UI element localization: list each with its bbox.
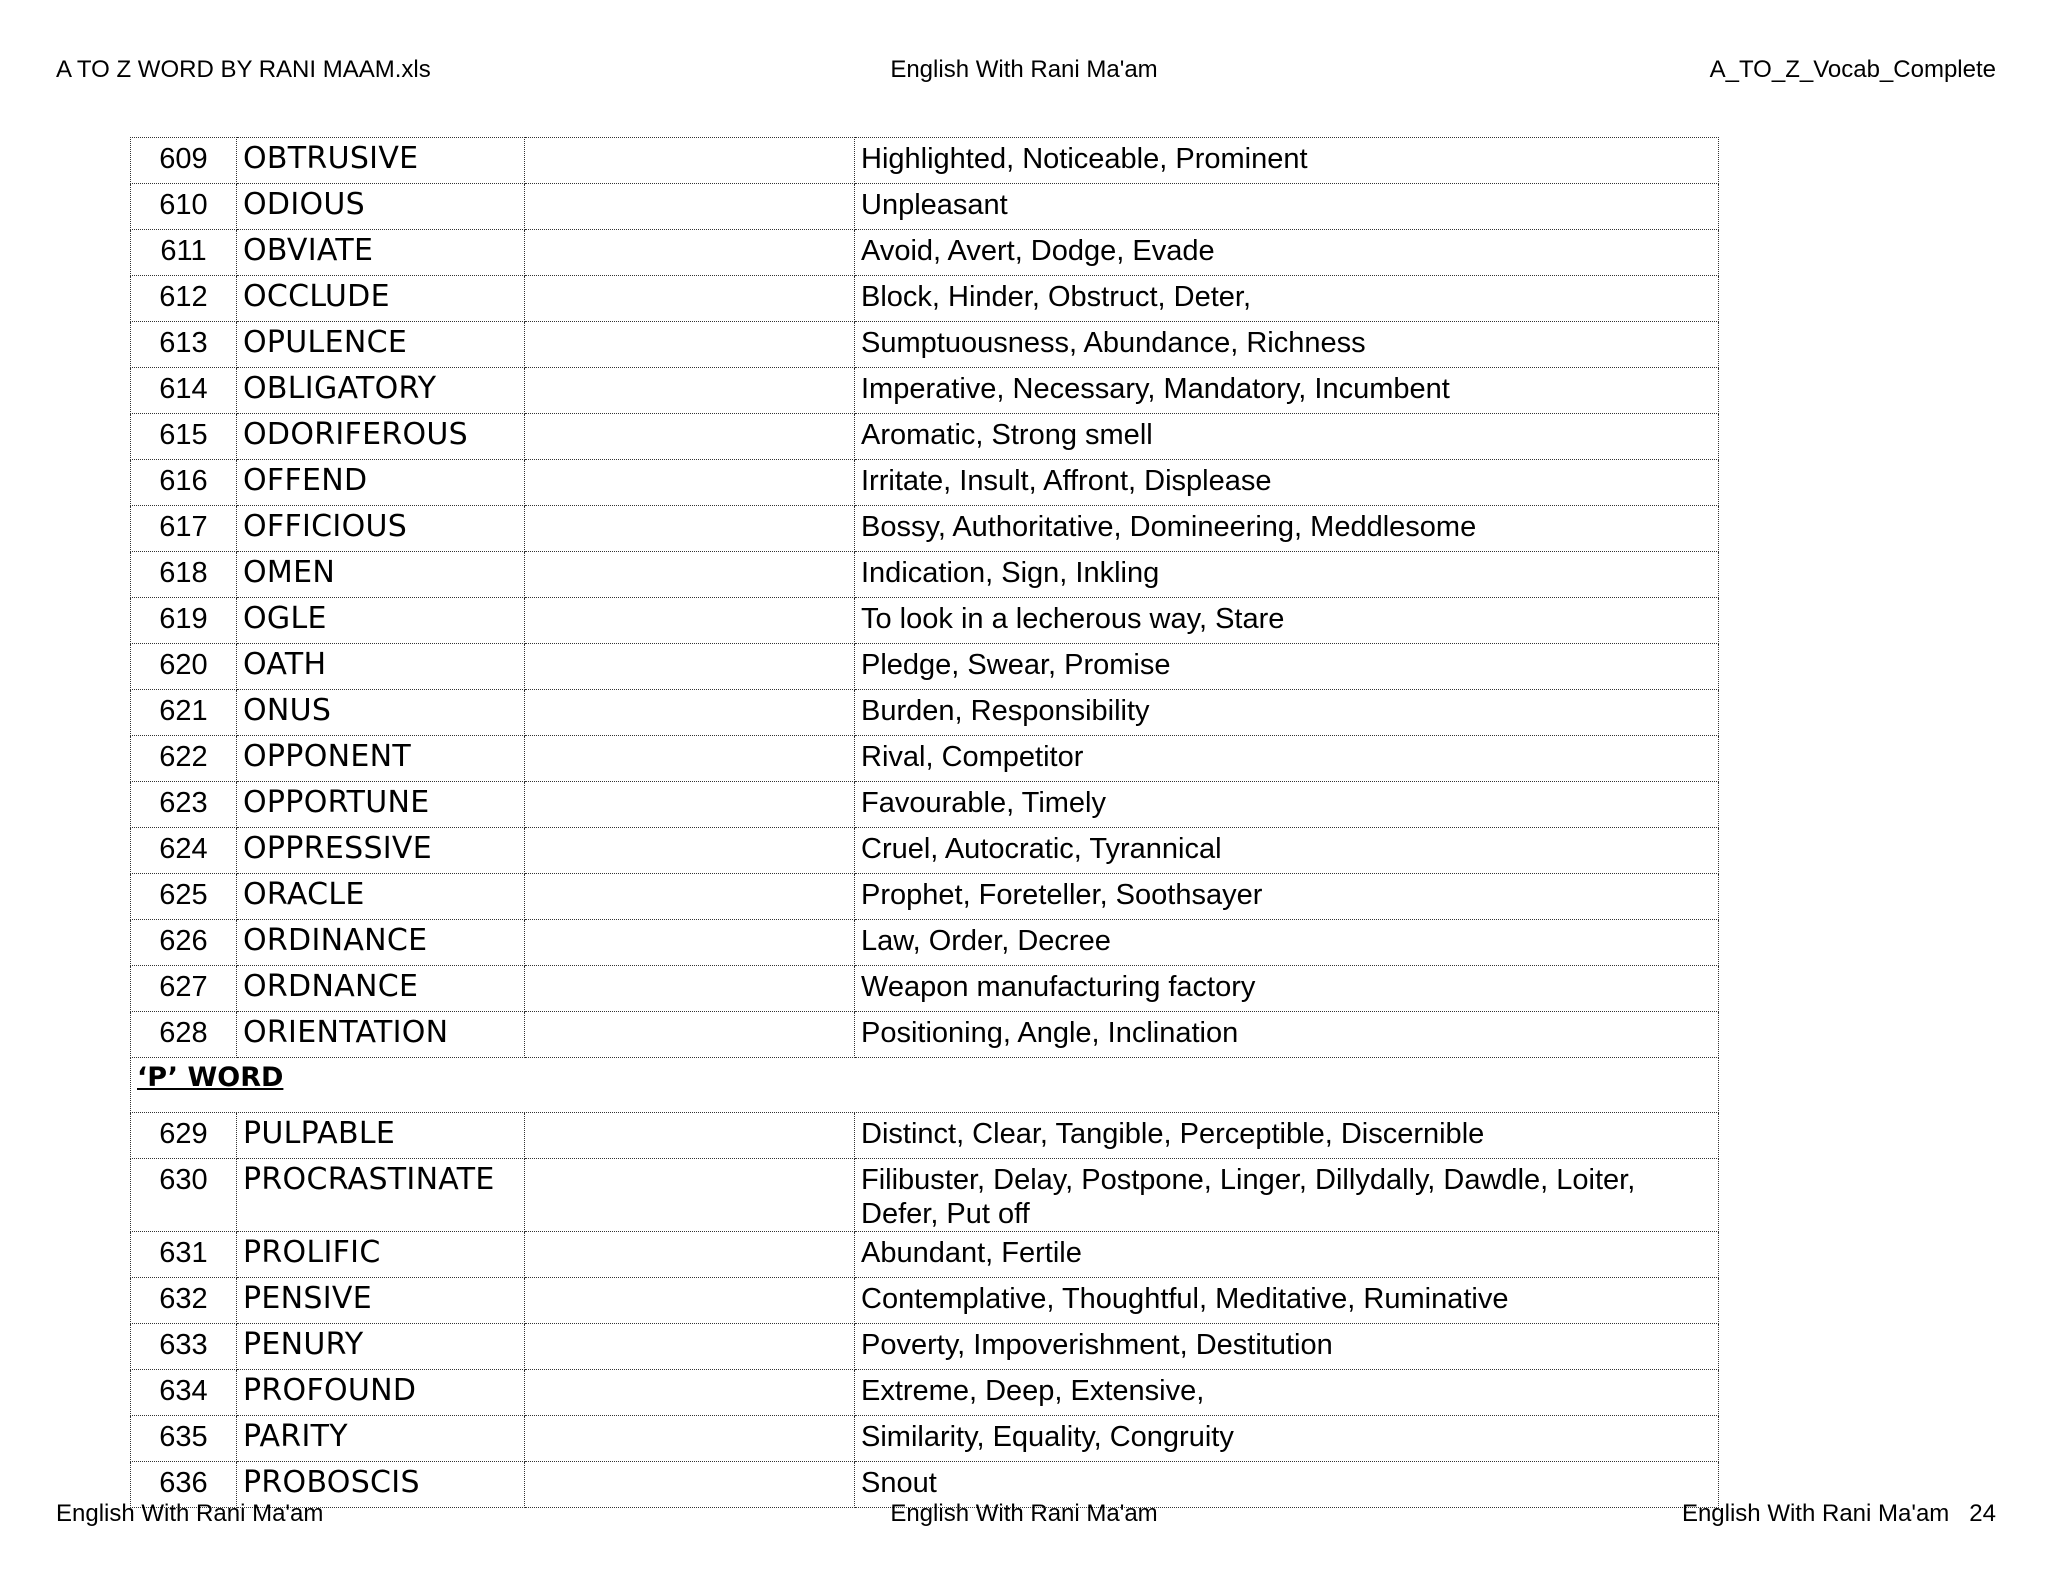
row-number: 615 [131, 414, 237, 460]
table-row [131, 1012, 1719, 1058]
row-synonyms: Unpleasant [855, 184, 1719, 230]
row-blank [525, 966, 855, 1012]
row-word: ONUS [237, 690, 525, 736]
table-row [131, 736, 1719, 782]
row-word: OBVIATE [237, 230, 525, 276]
row-word: OPULENCE [237, 322, 525, 368]
table-row [131, 920, 1719, 966]
row-word: OBTRUSIVE [237, 138, 525, 184]
table-row [131, 230, 1719, 276]
vocab-table-container [130, 137, 1719, 1508]
row-number: 625 [131, 874, 237, 920]
footer-left: English With Rani Ma'am [56, 1500, 324, 1527]
table-row [131, 644, 1719, 690]
row-blank [525, 1278, 855, 1324]
row-blank [525, 920, 855, 966]
row-number: 628 [131, 1012, 237, 1058]
row-blank [525, 368, 855, 414]
row-number: 616 [131, 460, 237, 506]
table-row [131, 506, 1719, 552]
row-number: 626 [131, 920, 237, 966]
row-word: ORDNANCE [237, 966, 525, 1012]
row-synonyms: Pledge, Swear, Promise [855, 644, 1719, 690]
row-number: 621 [131, 690, 237, 736]
row-word: ORDINANCE [237, 920, 525, 966]
row-word: OPPORTUNE [237, 782, 525, 828]
row-word: OBLIGATORY [237, 368, 525, 414]
row-blank [525, 1416, 855, 1462]
row-blank [525, 828, 855, 874]
row-synonyms: Sumptuousness, Abundance, Richness [855, 322, 1719, 368]
row-number: 611 [131, 230, 237, 276]
row-blank [525, 782, 855, 828]
row-synonyms: Cruel, Autocratic, Tyrannical [855, 828, 1719, 874]
header-right: A_TO_Z_Vocab_Complete [1709, 56, 1996, 83]
row-number: 635 [131, 1416, 237, 1462]
header-center: English With Rani Ma'am [890, 56, 1158, 83]
row-word: PULPABLE [237, 1113, 525, 1159]
row-blank [525, 552, 855, 598]
footer-center: English With Rani Ma'am [890, 1500, 1158, 1527]
row-synonyms: Aromatic, Strong smell [855, 414, 1719, 460]
row-blank [525, 506, 855, 552]
row-blank [525, 1324, 855, 1370]
table-row [131, 322, 1719, 368]
row-word: OATH [237, 644, 525, 690]
row-number: 627 [131, 966, 237, 1012]
row-word: ODORIFEROUS [237, 414, 525, 460]
row-synonyms: Weapon manufacturing factory [855, 966, 1719, 1012]
row-blank [525, 736, 855, 782]
row-blank [525, 1232, 855, 1278]
row-number: 634 [131, 1370, 237, 1416]
table-row [131, 552, 1719, 598]
row-synonyms: Highlighted, Noticeable, Prominent [855, 138, 1719, 184]
table-row [131, 368, 1719, 414]
row-word: PROCRASTINATE [237, 1159, 525, 1232]
table-row [131, 276, 1719, 322]
row-synonyms: Poverty, Impoverishment, Destitution [855, 1324, 1719, 1370]
row-word: OFFEND [237, 460, 525, 506]
row-blank [525, 690, 855, 736]
row-number: 623 [131, 782, 237, 828]
table-row [131, 874, 1719, 920]
row-blank [525, 414, 855, 460]
row-synonyms: Contemplative, Thoughtful, Meditative, Ruminative [855, 1278, 1719, 1324]
row-blank [525, 1113, 855, 1159]
row-word: PROFOUND [237, 1370, 525, 1416]
row-blank [525, 184, 855, 230]
section-row [131, 1058, 1719, 1113]
row-word: ORIENTATION [237, 1012, 525, 1058]
row-synonyms: Bossy, Authoritative, Domineering, Meddlesome [855, 506, 1719, 552]
page-number: 24 [1969, 1500, 1996, 1527]
row-synonyms: To look in a lecherous way, Stare [855, 598, 1719, 644]
row-synonyms: Snout [855, 1462, 1719, 1508]
table-row [131, 138, 1719, 184]
table-row [131, 1278, 1719, 1324]
row-blank [525, 598, 855, 644]
table-row [131, 1416, 1719, 1462]
vocab-table [130, 137, 1719, 1508]
row-word: OFFICIOUS [237, 506, 525, 552]
row-blank [525, 1012, 855, 1058]
row-blank [525, 276, 855, 322]
row-word: OCCLUDE [237, 276, 525, 322]
row-synonyms: Filibuster, Delay, Postpone, Linger, Dillydally, Dawdle, Loiter, Defer, Put off [855, 1159, 1719, 1232]
row-blank [525, 1159, 855, 1232]
row-synonyms: Similarity, Equality, Congruity [855, 1416, 1719, 1462]
header-left: A TO Z WORD BY RANI MAAM.xls [56, 56, 431, 83]
table-row [131, 1113, 1719, 1159]
row-word: PARITY [237, 1416, 525, 1462]
row-number: 624 [131, 828, 237, 874]
row-number: 609 [131, 138, 237, 184]
row-word: OPPONENT [237, 736, 525, 782]
section-cell [131, 1058, 1719, 1113]
row-blank [525, 874, 855, 920]
table-row [131, 598, 1719, 644]
row-synonyms: Indication, Sign, Inkling [855, 552, 1719, 598]
row-blank [525, 644, 855, 690]
row-number: 610 [131, 184, 237, 230]
row-synonyms: Imperative, Necessary, Mandatory, Incumbent [855, 368, 1719, 414]
row-number: 620 [131, 644, 237, 690]
table-row [131, 1232, 1719, 1278]
p-words-body [131, 1113, 1719, 1508]
row-number: 622 [131, 736, 237, 782]
row-word: PENURY [237, 1324, 525, 1370]
row-number: 632 [131, 1278, 237, 1324]
row-word: OMEN [237, 552, 525, 598]
row-word: PROBOSCIS [237, 1462, 525, 1508]
row-word: ORACLE [237, 874, 525, 920]
row-word: PENSIVE [237, 1278, 525, 1324]
row-synonyms: Rival, Competitor [855, 736, 1719, 782]
row-synonyms: Extreme, Deep, Extensive, [855, 1370, 1719, 1416]
row-word: OPPRESSIVE [237, 828, 525, 874]
row-number: 617 [131, 506, 237, 552]
section-title: ‘P’ WORD [137, 1062, 284, 1093]
row-number: 630 [131, 1159, 237, 1232]
row-number: 613 [131, 322, 237, 368]
row-blank [525, 230, 855, 276]
row-blank [525, 138, 855, 184]
row-synonyms: Distinct, Clear, Tangible, Perceptible, Discernible [855, 1113, 1719, 1159]
row-number: 618 [131, 552, 237, 598]
row-number: 629 [131, 1113, 237, 1159]
row-number: 612 [131, 276, 237, 322]
table-row [131, 1324, 1719, 1370]
table-row [131, 1370, 1719, 1416]
row-word: OGLE [237, 598, 525, 644]
row-number: 636 [131, 1462, 237, 1508]
o-words-body [131, 138, 1719, 1058]
table-row [131, 414, 1719, 460]
row-blank [525, 322, 855, 368]
row-synonyms: Prophet, Foreteller, Soothsayer [855, 874, 1719, 920]
row-number: 619 [131, 598, 237, 644]
section-p-header [131, 1058, 1719, 1113]
row-number: 633 [131, 1324, 237, 1370]
table-row [131, 828, 1719, 874]
footer-right-text: English With Rani Ma'am [1681, 1500, 1950, 1527]
table-row [131, 184, 1719, 230]
row-number: 631 [131, 1232, 237, 1278]
table-row [131, 782, 1719, 828]
row-blank [525, 1370, 855, 1416]
row-synonyms: Favourable, Timely [855, 782, 1719, 828]
table-row [131, 966, 1719, 1012]
row-synonyms: Avoid, Avert, Dodge, Evade [855, 230, 1719, 276]
row-synonyms: Abundant, Fertile [855, 1232, 1719, 1278]
footer-right [1682, 1500, 1996, 1528]
table-row [131, 460, 1719, 506]
row-synonyms: Irritate, Insult, Affront, Displease [855, 460, 1719, 506]
row-word: ODIOUS [237, 184, 525, 230]
table-row [131, 1159, 1719, 1232]
table-row [131, 690, 1719, 736]
row-synonyms: Law, Order, Decree [855, 920, 1719, 966]
row-synonyms: Block, Hinder, Obstruct, Deter, [855, 276, 1719, 322]
row-number: 614 [131, 368, 237, 414]
row-synonyms: Positioning, Angle, Inclination [855, 1012, 1719, 1058]
row-word: PROLIFIC [237, 1232, 525, 1278]
row-blank [525, 460, 855, 506]
row-synonyms: Burden, Responsibility [855, 690, 1719, 736]
